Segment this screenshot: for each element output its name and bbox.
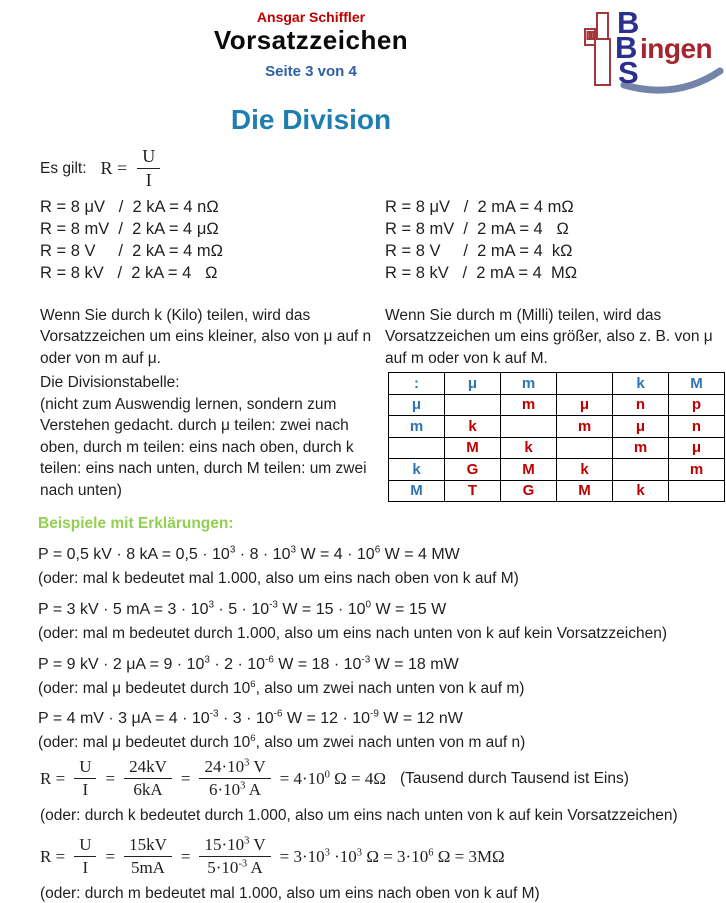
division-table [388, 372, 725, 502]
example-formula [38, 710, 525, 728]
formula-text: P = 4 mV · 3 μA = 4 · 10 [38, 710, 210, 727]
formula-text: · 8 · 10 [235, 546, 291, 563]
table-header-cell: m [501, 373, 557, 395]
formula-text: Ω = 3MΩ [433, 846, 505, 866]
formula-text: W = 12 nW [378, 710, 463, 727]
superscript: 6 [250, 732, 256, 744]
superscript: -9 [370, 708, 379, 720]
equals-sign: = [180, 846, 191, 866]
formula-text: A [245, 780, 262, 799]
formula-text: W = 18 · 10 [273, 656, 362, 673]
examples-heading: Beispiele mit Erklärungen: [38, 515, 234, 532]
table-row-label: μ [389, 394, 445, 416]
formula-text: A [247, 858, 263, 877]
table-cell: n [613, 394, 669, 416]
fraction-formula [40, 835, 540, 878]
fraction-denominator: I [82, 858, 89, 877]
fraction-denominator: 6kA [133, 780, 163, 799]
formula-text: W = 4 MW [380, 546, 460, 563]
logo-letter-b1: B [617, 5, 639, 40]
equation-line: R = 8 mV / 2 mA = 4 Ω [385, 220, 569, 238]
fraction-numerator [199, 835, 270, 857]
table-row-label: M [389, 480, 445, 502]
example-note [38, 680, 524, 698]
table-cell: μ [613, 416, 669, 438]
table-cell: k [501, 437, 557, 459]
table-header-cell: k [613, 373, 669, 395]
table-cell [445, 394, 501, 416]
logo-letter-b2: B [615, 30, 637, 65]
table-cell: m [613, 437, 669, 459]
example-block-4 [38, 710, 525, 752]
fraction-denominator: 5mA [130, 858, 165, 877]
table-cell: μ [557, 394, 613, 416]
formula-text: W = 12 · 10 [282, 710, 371, 727]
fraction-numerator: U [74, 757, 96, 779]
superscript: 3 [356, 846, 363, 858]
fraction-denominator: I [145, 170, 152, 190]
formula-text: V [249, 835, 266, 854]
formula-lead: R = [40, 846, 66, 866]
formula-text: P = 0,5 kV · 8 kA = 0,5 · 10 [38, 546, 230, 563]
bbs-bingen-logo [582, 5, 724, 99]
formula-text: 6·10 [209, 780, 241, 799]
formula-text: V [249, 757, 266, 776]
table-cell: k [445, 416, 501, 438]
formula-text: (oder: mal μ bedeutet durch 10 [38, 680, 251, 697]
example-note [40, 885, 540, 903]
table-cell: T [445, 480, 501, 502]
explanation-paragraph-kilo: Wenn Sie durch k (Kilo) teilen, wird das Vorsatzzeichen um eins kleiner, also von μ auf n oder von m auf μ. [40, 306, 372, 367]
superscript: -6 [273, 708, 283, 720]
formula-text: Ω = 4Ω [329, 768, 386, 788]
example-formula [38, 656, 524, 674]
fraction [124, 757, 172, 800]
formula-text: · 2 · 10 [209, 656, 266, 673]
superscript: -3 [209, 708, 219, 720]
equation-column-left [40, 196, 223, 284]
formula-text: (oder: mal m bedeutet durch 1.000, also um eins nach unten von k auf kein Vorsatzzeichen) [38, 625, 667, 642]
formula-text: Ω = 3·10 [362, 846, 429, 866]
formula-text: (oder: durch m bedeutet mal 1.000, also um eins nach oben von k auf M) [40, 885, 540, 902]
superscript: -6 [265, 654, 274, 666]
superscript: 3 [240, 780, 246, 792]
table-cell: k [557, 459, 613, 481]
example-block-3 [38, 656, 524, 698]
superscript: 6 [250, 678, 256, 690]
table-cell: M [501, 459, 557, 481]
formula-lead: R = [40, 768, 66, 788]
superscript: 0 [324, 768, 330, 780]
explanation-paragraph-milli: Wenn Sie durch m (Milli) teilen, wird das Vorsatzzeichen um eins größer, also z. B. von μ auf m oder von k auf M. [385, 306, 713, 367]
table-header-cell: : [389, 373, 445, 395]
formula-result [280, 847, 505, 867]
equation-line: R = 8 μV / 2 mA = 4 mΩ [385, 198, 574, 216]
formula-text: (oder: mal k bedeutet mal 1.000, also um eins nach oben von k auf M) [38, 570, 519, 587]
superscript: 3 [290, 544, 296, 556]
example-note [38, 734, 525, 752]
example-formula [38, 601, 667, 619]
formula-text: 24·10 [204, 757, 245, 776]
superscript: 3 [244, 835, 250, 847]
table-row [389, 480, 725, 502]
formula-text: ·10 [329, 846, 357, 866]
superscript: -3 [269, 599, 278, 611]
table-cell: m [557, 416, 613, 438]
formula-text: · 5 · 10 [213, 601, 270, 618]
table-header-cell [557, 373, 613, 395]
fraction [199, 757, 270, 800]
table-cell: M [445, 437, 501, 459]
table-row [389, 437, 725, 459]
superscript: 6 [374, 544, 381, 556]
formula-text: P = 9 kV · 2 μA = 9 · 10 [38, 656, 205, 673]
table-cell: G [445, 459, 501, 481]
law-intro: Es gilt: [40, 159, 87, 177]
fraction-numerator: 15kV [124, 835, 172, 857]
table-header-cell: μ [445, 373, 501, 395]
table-cell: n [669, 416, 725, 438]
fraction-numerator [199, 757, 270, 779]
formula-text: 15·10 [204, 835, 245, 854]
equals-sign: = [105, 846, 116, 866]
document-title: Vorsatzzeichen [213, 25, 409, 55]
table-cell: p [669, 394, 725, 416]
fraction [74, 835, 96, 878]
fraction [199, 835, 270, 878]
table-row-label: k [389, 459, 445, 481]
page-number: Seite 3 von 4 [265, 63, 357, 80]
division-table-note: (nicht zum Auswendig lernen, sondern zum Verstehen gedacht. durch μ teilen: zwei nach oben, durch m teilen: eins nach oben, durch k teilen: eins nach unten, durch M teilen: um zwei nach unten) [40, 395, 367, 499]
table-row [389, 416, 725, 438]
fraction-numerator: U [137, 146, 160, 169]
tower-icon [585, 13, 610, 85]
formula-text: W = 4 · 10 [296, 546, 375, 563]
table-cell: k [613, 480, 669, 502]
equation-line: R = 8 μV / 2 kA = 4 nΩ [40, 198, 219, 216]
fraction-formula [40, 757, 678, 800]
table-cell: m [501, 394, 557, 416]
table-row [389, 459, 725, 481]
table-cell: m [669, 459, 725, 481]
example-block-1 [38, 546, 519, 588]
example-block-2 [38, 601, 667, 643]
author-line: Ansgar Schiffler [256, 9, 366, 25]
table-cell: M [557, 480, 613, 502]
table-row-label [389, 437, 445, 459]
superscript: 3 [208, 599, 214, 611]
table-cell [613, 459, 669, 481]
fraction [74, 757, 96, 800]
formula-text: 5·10 [207, 858, 239, 877]
formula-text: (oder: mal μ bedeutet durch 10 [38, 734, 251, 751]
law-symbol: R = [100, 158, 128, 178]
side-note: (Tausend durch Tausend ist Eins) [399, 769, 629, 787]
fraction-numerator: 24kV [124, 757, 172, 779]
ohms-law-formula [40, 146, 163, 191]
equals-sign: = [180, 768, 191, 788]
fraction-denominator [199, 779, 270, 800]
table-header-cell: M [669, 373, 725, 395]
formula-text: (oder: durch k bedeutet durch 1.000, also um eins nach unten von k auf kein Vorsatzzeichen) [40, 807, 678, 824]
equation-line: R = 8 mV / 2 kA = 4 μΩ [40, 220, 219, 238]
swoosh-icon [624, 71, 720, 90]
table-cell [557, 437, 613, 459]
equation-line: R = 8 kV / 2 mA = 4 MΩ [385, 264, 578, 282]
superscript: 3 [244, 757, 250, 769]
superscript: 0 [365, 599, 372, 611]
fraction-example-2 [40, 835, 540, 903]
example-formula [38, 546, 519, 564]
equation-line: R = 8 V / 2 mA = 4 kΩ [385, 242, 573, 260]
equation-line: R = 8 V / 2 kA = 4 mΩ [40, 242, 223, 260]
equation-column-right [385, 196, 577, 284]
formula-text: W = 15 W [371, 601, 447, 618]
fraction-numerator: U [74, 835, 96, 857]
logo-letter-s: S [618, 55, 638, 90]
superscript: 3 [204, 654, 210, 666]
table-cell: G [501, 480, 557, 502]
fraction-denominator: I [82, 780, 89, 799]
formula-result [280, 769, 386, 789]
table-cell: μ [669, 437, 725, 459]
section-title: Die Division [230, 104, 392, 135]
table-cell [669, 480, 725, 502]
division-table-intro [40, 372, 388, 501]
superscript: 6 [428, 846, 434, 858]
equals-sign: = [105, 768, 116, 788]
example-note [38, 570, 519, 588]
table-header-row [389, 373, 725, 395]
superscript: 3 [324, 846, 330, 858]
formula-text: P = 3 kV · 5 mA = 3 · 10 [38, 601, 209, 618]
formula-text: · 3 · 10 [218, 710, 274, 727]
example-note [38, 625, 667, 643]
superscript: 3 [229, 544, 236, 556]
superscript: -3 [361, 654, 371, 666]
table-cell [501, 416, 557, 438]
law-fraction [101, 146, 164, 191]
fraction [124, 835, 172, 878]
formula-text: W = 15 · 10 [277, 601, 366, 618]
fraction-example-1 [40, 757, 678, 825]
formula-text: = 3·10 [279, 846, 325, 866]
table-row [389, 394, 725, 416]
superscript: -3 [238, 858, 248, 870]
equation-line: R = 8 kV / 2 kA = 4 Ω [40, 264, 218, 282]
formula-text: , also um zwei nach unten von k auf m) [255, 680, 525, 697]
logo-text-ingen: ingen [640, 33, 713, 64]
example-note [40, 807, 678, 825]
division-table-title: Die Divisionstabelle: [40, 374, 180, 391]
formula-text: W = 18 mW [370, 656, 459, 673]
fraction-denominator [199, 857, 270, 878]
formula-text: = 4·10 [279, 768, 325, 788]
fraction [137, 146, 160, 191]
table-row-label: m [389, 416, 445, 438]
formula-text: , also um zwei nach unten von m auf n) [255, 734, 526, 751]
